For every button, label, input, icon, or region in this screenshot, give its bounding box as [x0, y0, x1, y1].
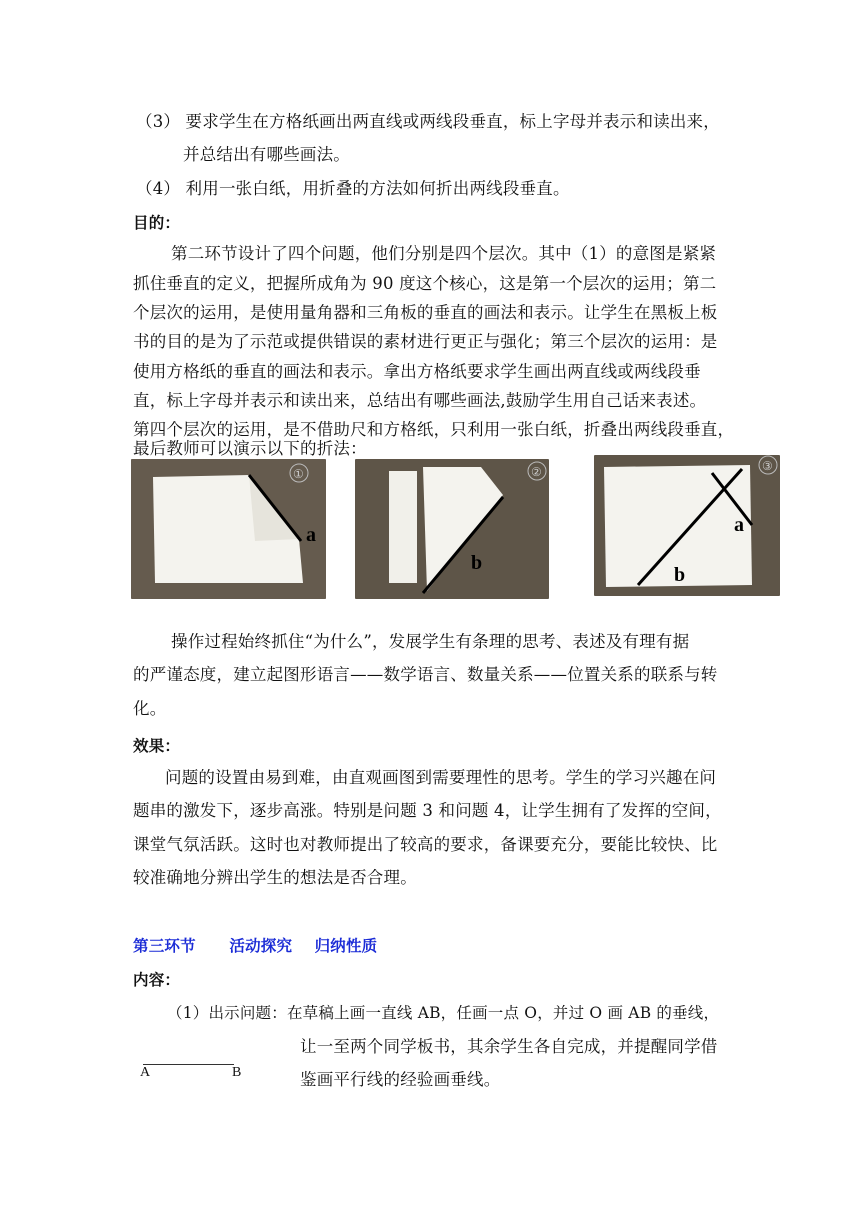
point-a-label: A [140, 1065, 151, 1080]
effect-line: 课堂气氛活跃。这时也对教师提出了较高的要求，备课要充分，要能比较快、比 [133, 835, 718, 854]
fold-label-a: a [734, 514, 744, 536]
fold-label-a: a [306, 524, 316, 546]
folding-photo-2 [355, 459, 549, 599]
purpose-line: 最后教师可以演示以下的折法： [133, 439, 367, 458]
purpose-line: 个层次的运用，是使用量角器和三角板的垂直的画法和表示。让学生在黑板上板 [133, 303, 718, 322]
item-4: （4） 利用一张白纸，用折叠的方法如何折出两线段垂直。 [136, 179, 570, 198]
line-ab [143, 1064, 234, 1065]
folding-photo-3 [594, 455, 780, 596]
purpose-line: 抓住垂直的定义，把握所成角为 90 度这个核心，这是第一个层次的运用；第二 [133, 274, 717, 293]
content-heading: 内容： [133, 971, 181, 989]
process-line: 操作过程始终抓住“为什么”，发展学生有条理的思考、表述及有理有据 [171, 632, 690, 651]
section-3-item-1-line-1: （1）出示问题：在草稿上画一直线 AB，任画一点 O，并过 O 画 AB 的垂线， [167, 1004, 720, 1022]
effect-line: 较准确地分辨出学生的想法是否合理。 [133, 868, 417, 887]
purpose-line: 第二环节设计了四个问题，他们分别是四个层次。其中（1）的意图是紧紧 [171, 244, 717, 263]
photo-number: ① [293, 467, 304, 481]
purpose-line: 书的目的是为了示范或提供错误的素材进行更正与强化；第三个层次的运用：是 [133, 332, 718, 351]
item-3-line-2: 并总结出有哪些画法。 [183, 145, 350, 164]
effect-line: 题串的激发下，逐步高涨。特别是问题 3 和问题 4，让学生拥有了发挥的空间， [133, 801, 722, 820]
section-3-item-1-line-2: 让一至两个同学板书，其余学生各自完成，并提醒同学借 [300, 1037, 718, 1056]
effect-line: 问题的设置由易到难，由直观画图到需要理性的思考。学生的学习兴趣在问 [165, 768, 717, 787]
fold-label-b: b [674, 564, 686, 586]
process-line: 的严谨态度，建立起图形语言——数学语言、数量关系——位置关系的联系与转 [133, 665, 718, 684]
point-b-label: B [232, 1065, 242, 1080]
folding-photo-1 [131, 459, 326, 599]
item-3-line-1: （3） 要求学生在方格纸画出两直线或两线段垂直，标上字母并表示和读出来， [136, 112, 720, 131]
effect-heading: 效果： [133, 737, 181, 755]
section-3-title: 第三环节 活动探究 归纳性质 [133, 937, 378, 955]
section-3-item-1-line-3: 鉴画平行线的经验画垂线。 [300, 1070, 501, 1089]
purpose-line: 使用方格纸的垂直的画法和表示。拿出方格纸要求学生画出两直线或两线段垂 [133, 362, 701, 381]
purpose-line: 直，标上字母并表示和读出来，总结出有哪些画法,鼓励学生用自己话来表述。 [133, 391, 707, 410]
purpose-line: 第四个层次的运用，是不借助尺和方格纸，只利用一张白纸，折叠出两线段垂直， [133, 420, 735, 439]
photo-number: ③ [762, 459, 773, 473]
process-line: 化。 [133, 699, 167, 718]
purpose-heading: 目的： [133, 214, 181, 232]
fold-label-b: b [471, 552, 483, 574]
photo-number: ② [531, 465, 542, 479]
